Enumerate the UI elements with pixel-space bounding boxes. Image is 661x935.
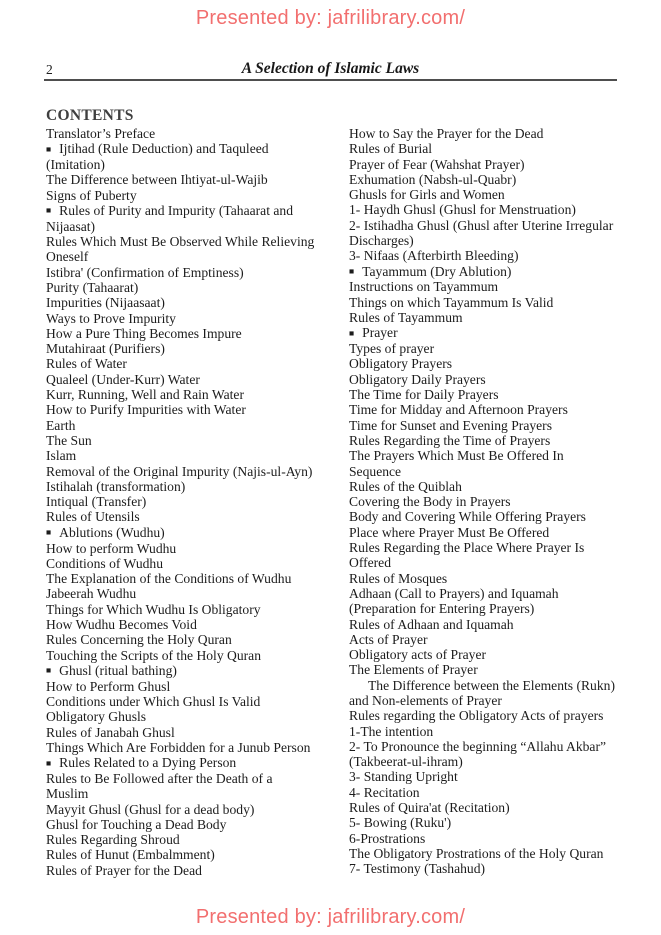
toc-left-column <box>46 126 349 878</box>
toc-entry: Touching the Scripts of the Holy Quran <box>46 647 261 663</box>
toc-entry: 5- Bowing (Ruku') <box>349 815 452 831</box>
square-bullet-icon: ■ <box>349 266 355 277</box>
page-number: 2 <box>46 62 53 77</box>
toc-entry: Istihalah (transformation) <box>46 478 186 494</box>
toc-entry: Conditions of Wudhu <box>46 555 164 571</box>
toc-entry: Sequence <box>349 463 402 479</box>
toc-entry: Rules Regarding the Time of Prayers <box>349 432 551 448</box>
toc-entry: Adhaan (Call to Prayers) and Iquamah <box>349 585 559 601</box>
toc-entry: Obligatory Ghusls <box>46 709 147 725</box>
toc-entry: Qualeel (Under-Kurr) Water <box>46 371 200 387</box>
toc-entry: ■ Tayammum (Dry Ablution) <box>349 263 512 279</box>
toc-entry: The Prayers Which Must Be Offered In <box>349 448 564 464</box>
presented-by-link-top[interactable]: Presented by: jafrilibrary.com/ <box>195 7 466 29</box>
toc-entry: Obligatory acts of Prayer <box>349 647 487 663</box>
toc-entry: 2- Istihadha Ghusl (Ghusl after Uterine Irregular <box>349 217 614 233</box>
toc-entry: Rules Regarding the Place Where Prayer Is <box>349 540 585 556</box>
toc-entry: Offered <box>349 555 392 571</box>
toc-entry: ■ Rules of Purity and Impurity (Tahaarat and <box>46 202 293 218</box>
toc-entry: Ghusls for Girls and Women <box>349 187 505 203</box>
toc-entry: 2- To Pronounce the beginning “Allahu Akbar” <box>349 738 607 754</box>
toc-entry: Prayer of Fear (Wahshat Prayer) <box>349 156 525 172</box>
toc-entry: ■ Rules Related to a Dying Person <box>46 755 237 771</box>
toc-entry: Purity (Tahaarat) <box>46 279 139 295</box>
toc-entry: 3- Standing Upright <box>349 769 458 785</box>
table-of-contents <box>46 126 651 878</box>
presented-by-link-bottom[interactable]: Presented by: jafrilibrary.com/ <box>195 906 466 928</box>
toc-entry: How to Perform Ghusl <box>46 678 171 694</box>
toc-entry: Rules of Tayammum <box>349 310 463 326</box>
toc-entry: Things Which Are Forbidden for a Junub Person <box>46 739 311 755</box>
square-bullet-icon: ■ <box>349 327 355 338</box>
toc-entry: Earth <box>46 417 76 433</box>
toc-entry: Conditions under Which Ghusl Is Valid <box>46 693 261 709</box>
page-title: A Selection of Islamic Laws <box>241 60 420 77</box>
toc-entry: Rules of Water <box>46 356 127 372</box>
toc-entry: 3- Nifaas (Afterbirth Bleeding) <box>349 248 519 264</box>
toc-entry: 1-The intention <box>349 723 434 739</box>
toc-entry: ■ Prayer <box>349 325 398 341</box>
contents-heading: CONTENTS <box>46 107 134 124</box>
toc-entry: Rules regarding the Obligatory Acts of prayers <box>349 708 604 724</box>
toc-entry: 6-Prostrations <box>349 830 426 846</box>
toc-entry: The Explanation of the Conditions of Wudhu <box>46 571 292 587</box>
toc-entry: Signs of Puberty <box>46 187 137 203</box>
square-bullet-icon: ■ <box>46 757 52 768</box>
toc-entry: The Difference between the Elements (Rukn) <box>368 677 615 693</box>
toc-entry: The Difference between Ihtiyat-ul-Wajib <box>46 172 268 188</box>
toc-entry: Rules Which Must Be Observed While Relieving <box>46 234 315 250</box>
toc-entry: The Time for Daily Prayers <box>349 387 499 403</box>
square-bullet-icon: ■ <box>46 665 52 676</box>
toc-entry: Rules of Mosques <box>349 570 448 586</box>
toc-entry: Rules of Burial <box>349 141 433 157</box>
toc-entry: Kurr, Running, Well and Rain Water <box>46 387 244 403</box>
toc-entry: 1- Haydh Ghusl (Ghusl for Menstruation) <box>349 202 576 218</box>
toc-entry: Place where Prayer Must Be Offered <box>349 524 550 540</box>
toc-entry: (Takbeerat-ul-ihram) <box>349 754 463 770</box>
toc-entry: Jabeerah Wudhu <box>46 586 137 602</box>
toc-entry: 7- Testimony (Tashahud) <box>349 861 486 877</box>
toc-entry: ■ Ijtihad (Rule Deduction) and Taquleed <box>46 141 269 157</box>
toc-entry: Rules of Prayer for the Dead <box>46 862 202 878</box>
toc-entry: (Imitation) <box>46 157 105 173</box>
toc-entry: Ways to Prove Impurity <box>46 310 176 326</box>
toc-entry: Impurities (Nijaasaat) <box>46 295 165 311</box>
square-bullet-icon: ■ <box>46 205 52 216</box>
toc-entry: Covering the Body in Prayers <box>349 494 511 510</box>
toc-entry: Acts of Prayer <box>349 631 428 647</box>
toc-entry: (Preparation for Entering Prayers) <box>349 601 535 617</box>
toc-entry: and Non-elements of Prayer <box>349 692 502 708</box>
toc-entry: Rules to Be Followed after the Death of a <box>46 770 273 786</box>
toc-entry: How a Pure Thing Becomes Impure <box>46 325 242 341</box>
toc-entry: The Sun <box>46 432 92 448</box>
toc-entry: Oneself <box>46 249 89 265</box>
toc-entry: The Obligatory Prostrations of the Holy Quran <box>349 845 604 861</box>
toc-entry: ■ Ablutions (Wudhu) <box>46 524 165 540</box>
square-bullet-icon: ■ <box>46 143 52 154</box>
toc-entry: Rules of the Quiblah <box>349 478 462 494</box>
toc-entry: Mayyit Ghusl (Ghusl for a dead body) <box>46 801 255 817</box>
toc-entry: Removal of the Original Impurity (Najis-ul-Ayn) <box>46 463 313 479</box>
toc-entry: Things on which Tayammum Is Valid <box>349 294 554 310</box>
toc-entry: Mutahiraat (Purifiers) <box>46 341 165 357</box>
square-bullet-icon: ■ <box>46 527 52 538</box>
toc-entry: How Wudhu Becomes Void <box>46 617 197 632</box>
toc-entry: Time for Midday and Afternoon Prayers <box>349 402 568 418</box>
toc-entry: How to Say the Prayer for the Dead <box>349 126 544 141</box>
toc-entry: Discharges) <box>349 233 414 249</box>
toc-entry: Exhumation (Nabsh-ul-Quabr) <box>349 171 517 187</box>
toc-entry: Types of prayer <box>349 341 435 357</box>
toc-entry: Rules of Quira'at (Recitation) <box>349 800 510 816</box>
page-header <box>44 59 617 81</box>
toc-entry: The Elements of Prayer <box>349 662 478 678</box>
toc-entry: Rules of Janabah Ghusl <box>46 724 175 740</box>
toc-entry: Ghusl for Touching a Dead Body <box>46 816 227 832</box>
toc-entry: 4- Recitation <box>349 784 420 800</box>
toc-entry: Rules Regarding Shroud <box>46 832 180 848</box>
toc-entry: Rules of Hunut (Embalmment) <box>46 847 215 863</box>
toc-entry: Islam <box>46 448 77 464</box>
toc-entry: Translator’s Preface <box>46 126 156 141</box>
toc-entry: Rules of Utensils <box>46 509 140 525</box>
toc-entry: Time for Sunset and Evening Prayers <box>349 417 553 433</box>
toc-entry: Muslim <box>46 786 89 802</box>
toc-entry: Obligatory Prayers <box>349 356 453 372</box>
toc-entry: Rules of Adhaan and Iquamah <box>349 616 514 632</box>
toc-entry: Intiqual (Transfer) <box>46 494 147 510</box>
toc-entry: Things for Which Wudhu Is Obligatory <box>46 601 261 617</box>
toc-entry: How to Purify Impurities with Water <box>46 402 246 418</box>
toc-entry: ■ Ghusl (ritual bathing) <box>46 662 177 678</box>
toc-entry: Obligatory Daily Prayers <box>349 371 486 387</box>
toc-entry: Rules Concerning the Holy Quran <box>46 632 232 648</box>
toc-right-column <box>349 126 651 878</box>
toc-entry: Body and Covering While Offering Prayers <box>349 509 586 525</box>
toc-entry: Istibra' (Confirmation of Emptiness) <box>46 264 244 280</box>
toc-entry: Nijaasat) <box>46 218 96 234</box>
toc-entry: How to perform Wudhu <box>46 540 177 556</box>
toc-entry: Instructions on Tayammum <box>349 279 499 295</box>
